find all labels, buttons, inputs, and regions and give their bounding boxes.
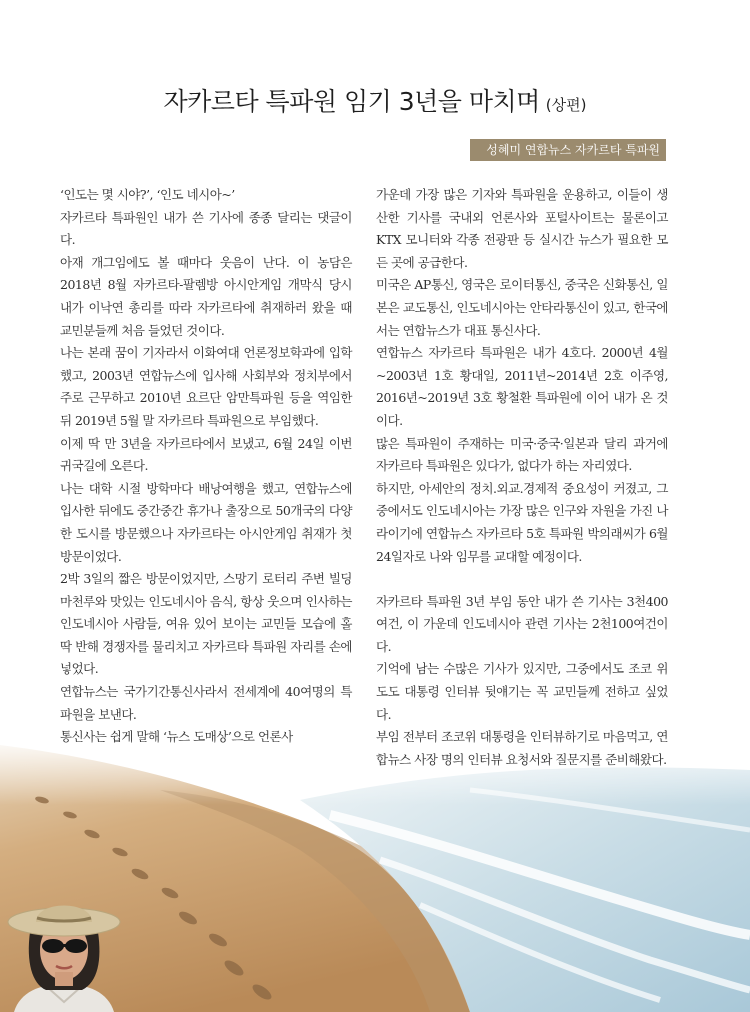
article-title-suffix: (상편) (545, 96, 587, 114)
paragraph: 기억에 남는 수많은 기사가 있지만, 그중에서도 조코 위도도 대통령 인터뷰 뒷얘기는 꼭 교민들께 전하고 싶었다. (376, 661, 668, 722)
paragraph: 이제 딱 만 3년을 자카르타에서 보냈고, 6월 24일 이번 귀국길에 오른다. (60, 435, 352, 474)
paragraph: 많은 특파원이 주재하는 미국·중국·일본과 달리 과거에 자카르타 특파원은 있다가, 없다가 하는 자리였다. (376, 435, 668, 474)
paragraph: 연합뉴스 자카르타 특파원은 내가 4호다. 2000년 4월~2003년 1호 황대일, 2011년~2014년 2호 이주영, 2016년~2019년 3호 황철환 특파원에 이어 내가 온 것이다. (376, 345, 668, 428)
paragraph: 아재 개그임에도 볼 때마다 웃음이 난다. 이 농담은 2018년 8월 자카르타-팔렘방 아시안게임 개막식 당시 내가 이낙연 총리를 따라 자카르타에 취재하러 왔을 때 교민분들께 처음 들었던 것이다. (60, 254, 352, 338)
paragraph: 2박 3일의 짧은 방문이었지만, 스망기 로터리 주변 빌딩 마천루와 맛있는 인도네시아 음식, 항상 웃으며 인사하는 인도네시아 사람들, 여유 있어 보이는 교민들 모습에 홀딱 반해 경쟁자를 물리치고 자카르타 특파원 자리를 손에 넣었다. (60, 571, 352, 677)
byline: 성혜미 연합뉴스 자카르타 특파원 (470, 139, 666, 161)
paragraph: 통신사는 쉽게 말해 ‘뉴스 도매상’으로 언론사 (60, 729, 293, 745)
paragraph: 나는 본래 꿈이 기자라서 이화여대 언론정보학과에 입학했고, 2003년 연합뉴스에 입사해 사회부와 정치부에서 주로 근무하고 2010년 요르단 암만특파원 등을 역임한 뒤 2019년 5월 말 자카르타 특파원으로 부임했다. (60, 345, 352, 428)
article-title (0, 82, 750, 118)
paragraph: 부임 전부터 조코위 대통령을 인터뷰하기로 마음먹고, 연합뉴스 사장 명의 인터뷰 요청서와 질문지를 준비해왔다. (376, 729, 668, 767)
body-column-left (60, 184, 352, 749)
paragraph: 나는 대학 시절 방학마다 배낭여행을 했고, 연합뉴스에 입사한 뒤에도 중간중간 휴가나 출장으로 50개국의 다양한 도시를 방문했으나 자카르타는 아시안게임 취재가 첫 방문이었다. (60, 480, 352, 564)
paragraph: 하지만, 아세안의 정치.외교.경제적 중요성이 커졌고, 그중에서도 인도네시아는 가장 많은 인구와 자원을 가진 나라이기에 연합뉴스 자카르타 5호 특파원 박의래씨가 6월24일자로 나와 임무를 교대할 예정이다. (376, 480, 668, 564)
body-column-right (376, 184, 668, 771)
paragraph: 미국은 AP통신, 영국은 로이터통신, 중국은 신화통신, 일본은 교도통신, 인도네시아는 안타라통신이 있고, 한국에서는 연합뉴스가 대표 통신사다. (376, 277, 668, 338)
paragraph: 자카르타 특파원인 내가 쓴 기사에 종종 달리는 댓글이다. (60, 209, 352, 248)
article-title-text: 자카르타 특파원 임기 3년을 마치며 (163, 87, 540, 116)
author-portrait-image (6, 892, 122, 1012)
paragraph: 연합뉴스는 국가기간통신사라서 전세계에 40여명의 특파원을 보낸다. (60, 684, 352, 722)
paragraph: 가운데 가장 많은 기자와 특파원을 운용하고, 이들이 생산한 기사를 국내외 언론사와 포털사이트는 물론이고 KTX 모니터와 각종 전광판 등 실시간 뉴스가 필요한 모든 곳에 공급한다. (376, 187, 668, 270)
paragraph: 자카르타 특파원 3년 부임 동안 내가 쓴 기사는 3천400여건, 이 가운데 인도네시아 관련 기사는 2천100여건이다. (376, 593, 668, 654)
paragraph: ‘인도는 몇 시야?’, ‘인도 네시아~’ (60, 187, 235, 202)
